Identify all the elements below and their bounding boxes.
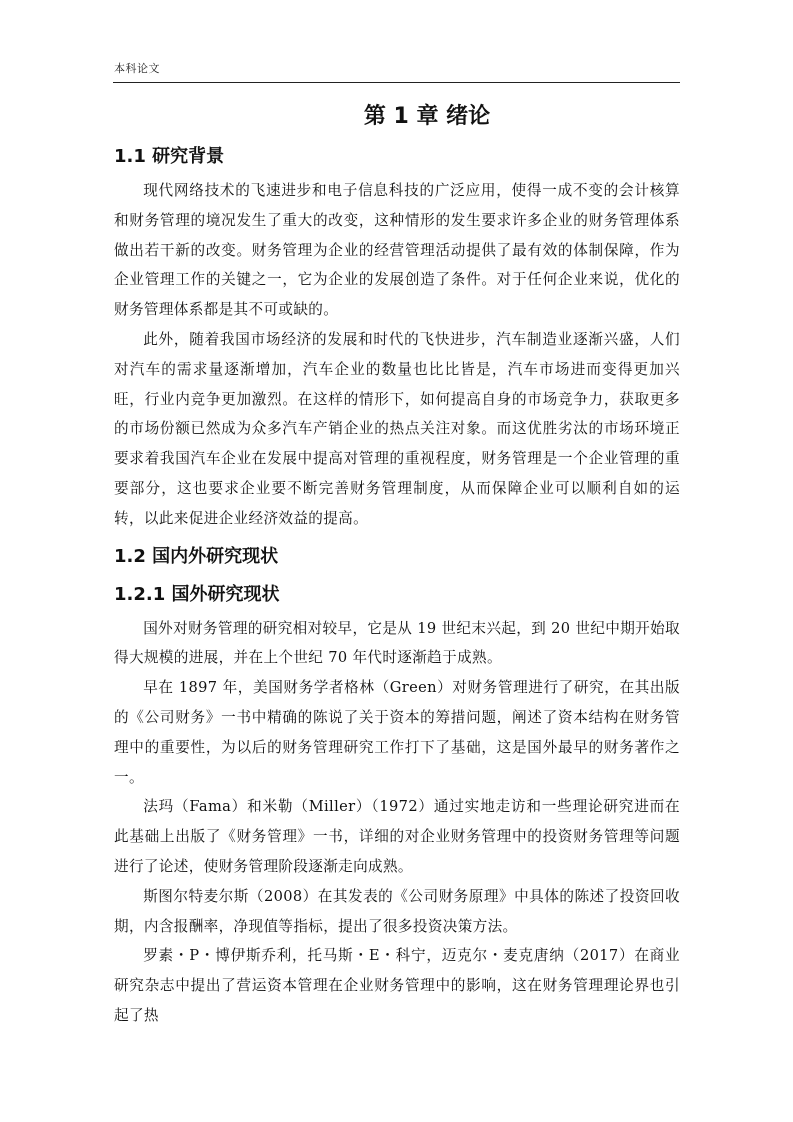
section-heading-research-status: 1.2 国内外研究现状 [114,545,279,567]
page-header-label: 本科论文 [114,62,160,75]
paragraph: 现代网络技术的飞速进步和电子信息科技的广泛应用，使得一成不变的会计核算和财务管理的境况发生了重大的改变，这种情形的发生要求许多企业的财务管理体系做出若干新的改变。财务管理为企业的经营管理活动提供了最有效的体制保障，作为企业管理工作的关键之一，它为企业的发展创造了条件。对于任何企业来说，优化的财务管理体系都是其不可或缺的。 [114,182,680,319]
chapter-title: 第 1 章 绪论 [363,104,491,129]
header-divider [113,82,680,83]
subsection-heading-foreign-research: 1.2.1 国外研究现状 [114,583,280,605]
paragraph: 此外，随着我国市场经济的发展和时代的飞快进步，汽车制造业逐渐兴盛，人们对汽车的需求量逐渐增加，汽车企业的数量也比比皆是，汽车市场进而变得更加兴旺，行业内竞争更加激烈。在这样的情形下，如何提高自身的市场竞争力，获取更多的市场份额已然成为众多汽车产销企业的热点关注对象。而这优胜劣汰的市场环境正要求着我国汽车企业在发展中提高对管理的重视程度，财务管理是一个企业管理的重要部分，这也要求企业要不断完善财务管理制度，从而保障企业可以顺利自如的运转，以此来促进企业经济效益的提高。 [114,330,680,527]
paragraph: 罗素・P・博伊斯乔利，托马斯・E・科宁，迈克尔・麦克唐纳（2017）在商业研究杂志中提出了营运资本管理在企业财务管理中的影响，这在财务管理理论界也引起了热 [114,947,680,1024]
paragraph: 国外对财务管理的研究相对较早，它是从 19 世纪末兴起，到 20 世纪中期开始取得大规模的进展，并在上个世纪 70 年代时逐渐趋于成熟。 [114,619,680,667]
page-content [114,98,680,1031]
paragraph: 法玛（Fama）和米勒（Miller）（1972）通过实地走访和一些理论研究进而在此基础上出版了《财务管理》一书，详细的对企业财务管理中的投资财务管理等问题进行了论述，使财务管理阶段逐渐走向成熟。 [114,798,680,875]
section-heading-background: 1.1 研究背景 [114,146,225,167]
paragraph: 斯图尔特麦尔斯（2008）在其发表的《公司财务原理》中具体的陈述了投资回收期，内含报酬率，净现值等指标，提出了很多投资决策方法。 [114,887,680,935]
paragraph: 早在 1897 年，美国财务学者格林（Green）对财务管理进行了研究，在其出版的《公司财务》一书中精确的陈说了关于资本的筹措问题，阐述了资本结构在财务管理中的重要性，为以后的财务管理研究工作打下了基础，这是国外最早的财务著作之一。 [114,679,680,786]
